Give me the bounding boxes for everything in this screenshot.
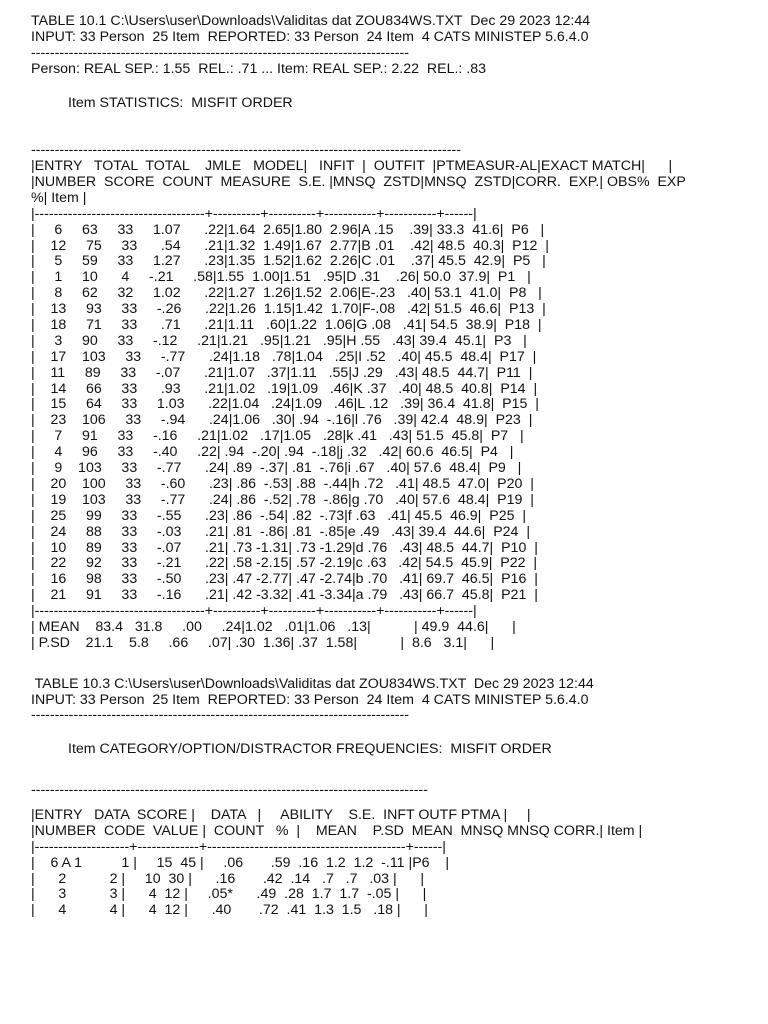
table-row: | 2 2 | 10 30 | .16 .42 .14 .7 .7 .03 | | — [31, 870, 425, 887]
table-row: | 15 64 33 1.03 .22|1.04 .24|1.09 .46|L .12 .39| 36.4 41.8| P15 | — [31, 396, 539, 413]
table-row: | 23 106 33 -.94 .24|1.06 .30| .94 -.16|l .76 .39| 42.4 48.9| P23 | — [31, 412, 533, 429]
table-row: | 16 98 33 -.50 .23| .47 -2.77| .47 -2.74|b .70 .41| 69.7 46.5| P16 | — [31, 571, 538, 588]
table-row: | 4 96 33 -.40 .22| .94 -.20| .94 -.18|j .32 .42| 60.6 46.5| P4 | — [31, 444, 514, 461]
table-row: | 5 59 33 1.27 .23|1.35 1.52|1.62 2.26|C .01 .37| 45.5 42.9| P5 | — [31, 253, 546, 270]
table-row: | 18 71 33 .71 .21|1.11 .60|1.22 1.06|G .08 .41| 54.5 38.9| P18 | — [31, 317, 542, 334]
table-row: | 4 4 | 4 12 | .40 .72 .41 1.3 1.5 .18 | | — [31, 902, 428, 919]
table-row: | 20 100 33 -.60 .23| .86 -.53| .88 -.44|h .72 .41| 48.5 47.0| P20 | — [31, 475, 534, 492]
table2-title: TABLE 10.3 C:\Users\user\Downloads\Validitas dat ZOU834WS.TXT Dec 29 2023 12:44 — [31, 675, 594, 692]
table-row: | 11 89 33 -.07 .21|1.07 .37|1.11 .55|J .29 .43| 48.5 44.7| P11 | — [31, 364, 533, 381]
table2-rule: |--------------------+-------------+------------------------------------------+------| — [31, 838, 446, 855]
table-row: | 3 3 | 4 12 | .05* .49 .28 1.7 1.7 -.05 | | — [31, 886, 427, 903]
psd-row: | P.SD 21.1 5.8 .66 .07| .30 1.36| .37 1.58| | 8.6 3.1| | — [31, 634, 495, 651]
table-row: | 9 103 33 -.77 .24| .89 -.37| .81 -.76|i .67 .40| 57.6 48.4| P9 | — [31, 460, 522, 477]
table2-col-header: |ENTRY DATA SCORE | DATA | ABILITY S.E. INFT OUTF PTMA | | — [31, 806, 531, 823]
table1-input-line: INPUT: 33 Person 25 Item REPORTED: 33 Person 24 Item 4 CATS MINISTEP 5.6.4.0 — [31, 28, 589, 45]
table1-subtitle: Item STATISTICS: MISFIT ORDER — [68, 94, 293, 111]
table2-dash-line: ------------------------------------------------------------------------------------ — [31, 782, 428, 799]
table-row: | 1 10 4 -.21 .58|1.55 1.00|1.51 .95|D .31 .26| 50.0 37.9| P1 | — [31, 269, 531, 286]
table2-subtitle: Item CATEGORY/OPTION/DISTRACTOR FREQUENCIES: MISFIT ORDER — [68, 741, 552, 758]
mean-row: | MEAN 83.4 31.8 .00 .24|1.02 .01|1.06 .13| | 49.9 44.6| | — [31, 618, 516, 635]
table-row: | 7 91 33 -.16 .21|1.02 .17|1.05 .28|k .41 .43| 51.5 45.8| P7 | — [31, 428, 524, 445]
table-row: | 19 103 33 -.77 .24| .86 -.52| .78 -.86|g .70 .40| 57.6 48.4| P19 | — [31, 491, 534, 508]
table-row: | 8 62 32 1.02 .22|1.27 1.26|1.52 2.06|E-.23 .40| 53.1 41.0| P8 | — [31, 285, 542, 302]
table1-col-header: |NUMBER SCORE COUNT MEASURE S.E. |MNSQ ZSTD|MNSQ ZSTD|CORR. EXP.| OBS% EXP — [31, 174, 686, 191]
table1-rule: |------------------------------------+----------+----------+-----------+-----------+------| — [31, 205, 477, 222]
table-row: | 12 75 33 .54 .21|1.32 1.49|1.67 2.77|B .01 .42| 48.5 40.3| P12 | — [31, 237, 549, 254]
table1-rule-bottom: |------------------------------------+----------+----------+-----------+-----------+------| — [31, 603, 477, 620]
table2-divider: -------------------------------------------------------------------------------- — [31, 707, 409, 724]
table-row: | 21 91 33 -.16 .21| .42 -3.32| .41 -3.34|a .79 .43| 66.7 45.8| P21 | — [31, 587, 538, 604]
table-row: | 14 66 33 .93 .21|1.02 .19|1.09 .46|K .37 .40| 48.5 40.8| P14 | — [31, 380, 538, 397]
table2-input-line: INPUT: 33 Person 25 Item REPORTED: 33 Person 24 Item 4 CATS MINISTEP 5.6.4.0 — [31, 691, 589, 708]
table1-title: TABLE 10.1 C:\Users\user\Downloads\Validitas dat ZOU834WS.TXT Dec 29 2023 12:44 — [31, 13, 591, 29]
report-page — [31, 14, 758, 919]
table-row: | 24 88 33 -.03 .21| .81 -.86| .81 -.85|e .49 .43| 39.4 44.6| P24 | — [31, 523, 531, 540]
separation-line: Person: REAL SEP.: 1.55 REL.: .71 ... Item: REAL SEP.: 2.22 REL.: .83 — [31, 60, 487, 77]
table1-col-header: |ENTRY TOTAL TOTAL JMLE MODEL| INFIT | OUTFIT |PTMEASUR-AL|EXACT MATCH| | — [31, 158, 673, 175]
table-row: | 25 99 33 -.55 .23| .86 -.54| .82 -.73|f .63 .41| 45.5 46.9| P25 | — [31, 507, 527, 524]
table-row: | 6 A 1 1 | 15 45 | .06 .59 .16 1.2 1.2 -.11 |P6 | — [31, 854, 450, 871]
table1-col-header: %| Item | — [31, 189, 87, 206]
table-row: | 6 63 33 1.07 .22|1.64 2.65|1.80 2.96|A .15 .39| 33.3 41.6| P6 | — [31, 221, 545, 238]
table-row: | 13 93 33 -.26 .22|1.26 1.15|1.42 1.70|F-.08 .42| 51.5 46.6| P13 | — [31, 301, 546, 318]
table-row: | 22 92 33 -.21 .22| .58 -2.15| .57 -2.19|c .63 .42| 54.5 45.9| P22 | — [31, 555, 538, 572]
table-row: | 17 103 33 -.77 .24|1.18 .78|1.04 .25|I .52 .40| 45.5 48.4| P17 | — [31, 348, 537, 365]
table-row: | 3 90 33 -.12 .21|1.21 .95|1.21 .95|H .55 .43| 39.4 45.1| P3 | — [31, 332, 527, 349]
table-row: | 10 89 33 -.07 .21| .73 -1.31| .73 -1.29|d .76 .43| 48.5 44.7| P10 | — [31, 539, 538, 556]
table2-col-header: |NUMBER CODE VALUE | COUNT % | MEAN P.SD MEAN MNSQ MNSQ CORR.| Item | — [31, 822, 643, 839]
table1-dash-line: ------------------------------------------------------------------------------------------- — [31, 142, 461, 159]
table1-divider: -------------------------------------------------------------------------------- — [31, 44, 409, 61]
